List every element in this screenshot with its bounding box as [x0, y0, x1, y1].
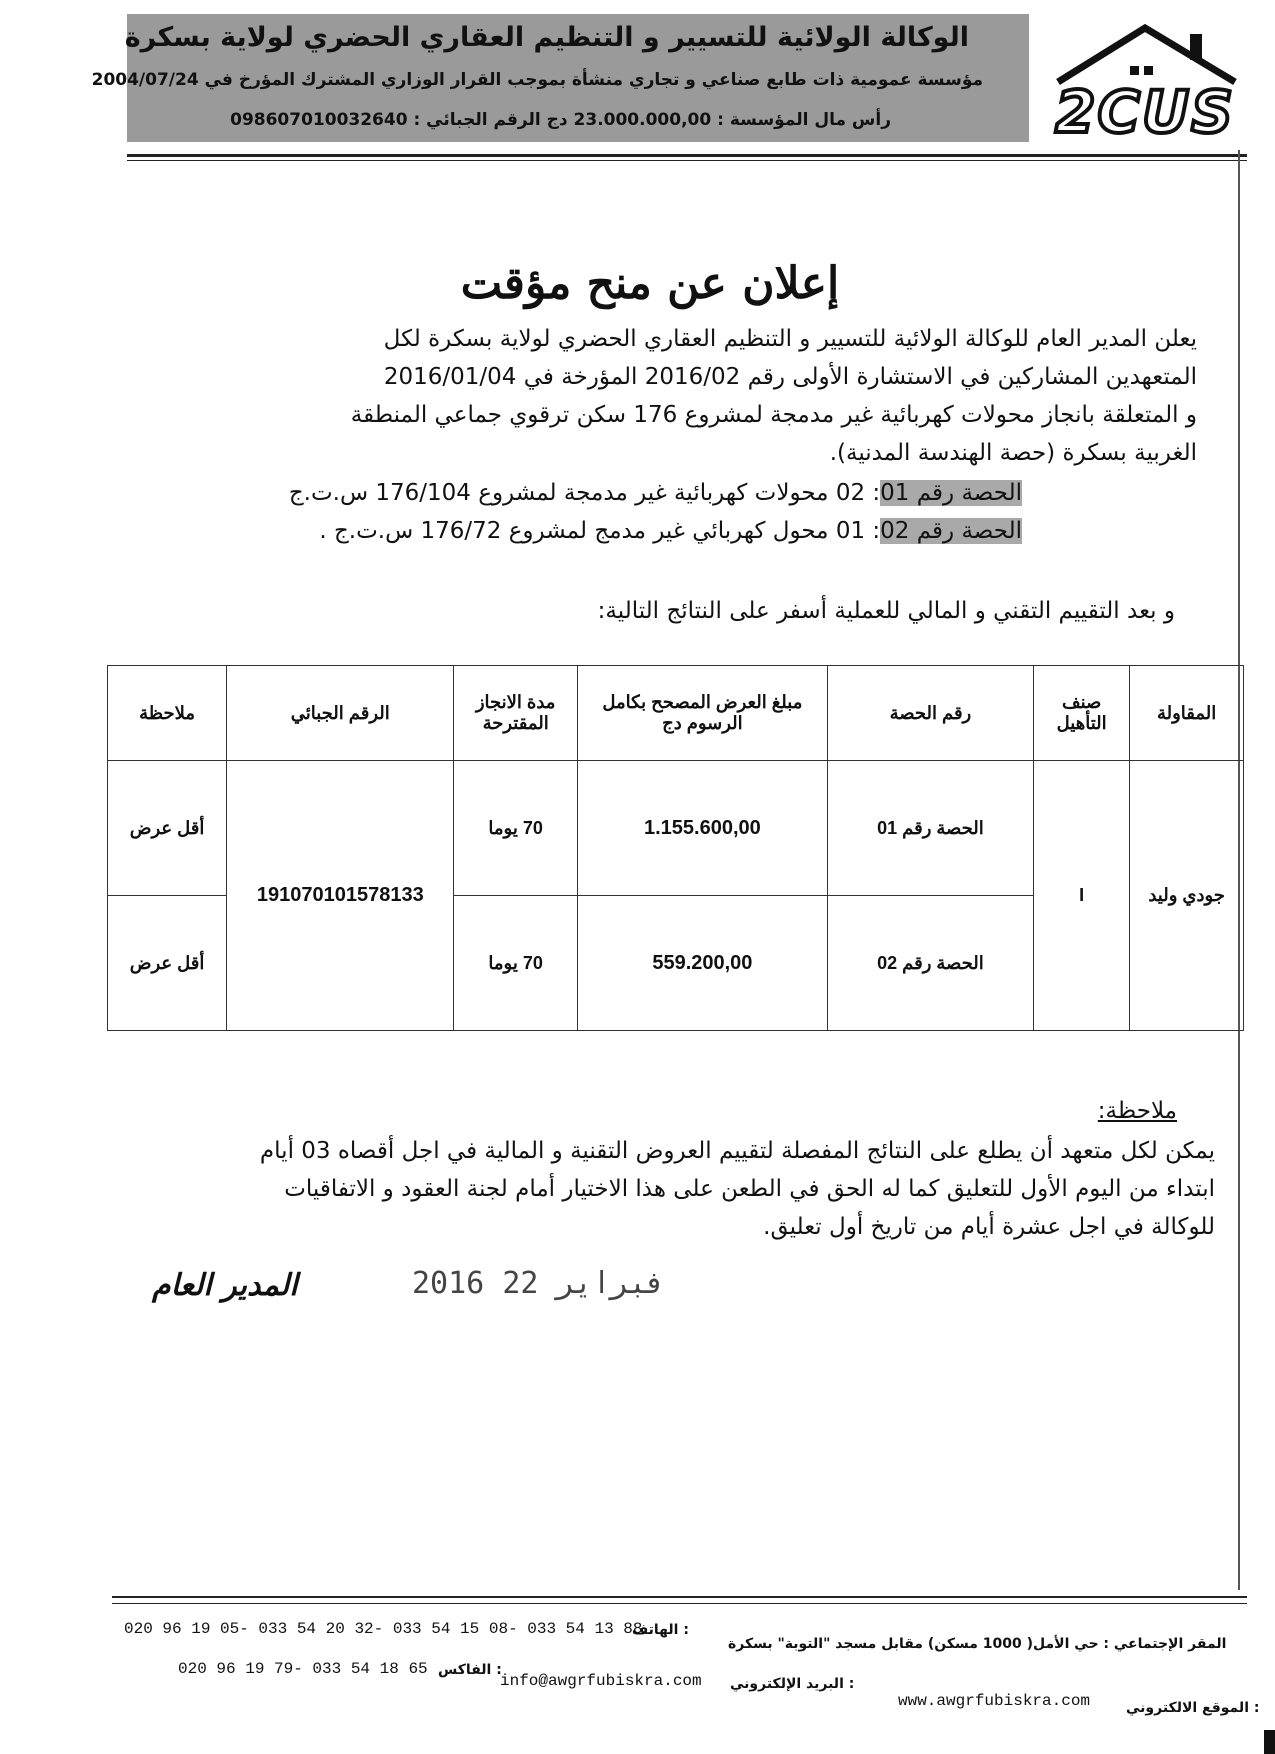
- footer-fax: 020 96 19 79- 033 54 18 65: [178, 1660, 428, 1678]
- note-line-1: يمكن لكل متعهد أن يطلع على النتائج المفصلة لتقييم العروض التقنية و المالية في اجل أقصاه 03 أيام: [259, 1138, 1215, 1164]
- results-intro: و بعد التقييم التقني و المالي للعملية أسفر على النتائج التالية:: [597, 598, 1175, 624]
- footer-divider: [112, 1596, 1247, 1598]
- intro-line-2: المتعهدين المشاركين في الاستشارة الأولى رقم 2016/02 المؤرخة في 2016/01/04: [383, 364, 1197, 390]
- footer-address: المقر الإجتماعي : حي الأمل( 1000 مسكن) مقابل مسجد "التوبة" بسكرة: [728, 1636, 1227, 1652]
- header-amount: مبلغ العرض المصحح بكامل الرسوم دج: [577, 666, 827, 761]
- footer-phone-label: : الهاتف: [632, 1622, 689, 1638]
- lot-1-text: : 02 محولات كهربائية غير مدمجة لمشروع 176/104 س.ت.ج: [288, 480, 881, 506]
- agency-description: مؤسسة عمومية ذات طابع صناعي و تجاري منشأة بموجب القرار الوزاري المشترك المؤرخ في 2004/07/24: [91, 70, 983, 90]
- cell-lot: الحصة رقم 02: [827, 896, 1033, 1031]
- cell-qualification: I: [1034, 761, 1130, 1031]
- header-tax-id: الرقم الجبائي: [227, 666, 454, 761]
- footer-email-label: : البريد الإلكتروني: [730, 1676, 855, 1692]
- footer-website: www.awgrfubiskra.com: [898, 1692, 1091, 1710]
- cell-tax-id: 191070101578133: [227, 761, 454, 1031]
- agency-name: الوكالة الولائية للتسيير و التنظيم العقاري الحضري لولاية بسكرة: [124, 22, 969, 53]
- note-line-2: ابتداء من اليوم الأول للتعليق كما له الحق في الطعن على هذا الاختيار أمام لجنة العقود و الاتفاقيات: [284, 1176, 1215, 1202]
- cell-remark: أقل عرض: [108, 761, 227, 896]
- note-title: ملاحظة:: [1097, 1098, 1177, 1124]
- table-row: [108, 761, 1244, 896]
- results-table: [107, 665, 1244, 1031]
- cell-duration: 70 يوما: [454, 896, 577, 1031]
- signature-title: المدير العام: [152, 1268, 298, 1303]
- footer-email: info@awgrfubiskra.com: [500, 1672, 702, 1690]
- lot-line-2: [2, 514, 1022, 548]
- header-band: [91, 14, 1029, 142]
- lot-line-1: [2, 476, 1022, 510]
- lot-2-label: الحصة رقم 02: [880, 518, 1022, 544]
- lot-1-label: الحصة رقم 01: [880, 480, 1022, 506]
- svg-text:2CUS: 2CUS: [1055, 78, 1235, 146]
- footer-website-label: : الموقع الالكتروني: [1126, 1700, 1260, 1716]
- header-divider: [127, 154, 1247, 157]
- cell-remark: أقل عرض: [108, 896, 227, 1031]
- date-stamp: 2016 فبراير 22: [412, 1266, 665, 1301]
- footer-divider-thin: [112, 1603, 1247, 1604]
- agency-logo: [1040, 20, 1250, 155]
- table-header-row: [108, 666, 1244, 761]
- header-remark: ملاحظة: [108, 666, 227, 761]
- cell-amount: 1.155.600,00: [577, 761, 827, 896]
- header-qualification: صنف التأهيل: [1034, 666, 1130, 761]
- lot-2-text: : 01 محول كهربائي غير مدمج لمشروع 176/72 س.ت.ج .: [319, 518, 881, 544]
- header-divider-thin: [127, 160, 1247, 161]
- intro-line-3: و المتعلقة بانجاز محولات كهربائية غير مدمجة لمشروع 176 سكن ترقوي جماعي المنطقة: [350, 402, 1197, 428]
- document-title: إعلان عن منح مؤقت: [460, 258, 840, 309]
- cell-lot: الحصة رقم 01: [827, 761, 1033, 896]
- agency-capital-line: رأس مال المؤسسة : 23.000.000,00 دج الرقم الجبائي : 098607010032640: [230, 110, 891, 130]
- cell-duration: 70 يوما: [454, 761, 577, 896]
- footer-fax-label: : الفاكس: [438, 1662, 502, 1678]
- footer-phones: 020 96 19 05- 033 54 20 32- 033 54 15 08- 033 54 13 88: [124, 1620, 643, 1638]
- header-lot: رقم الحصة: [827, 666, 1033, 761]
- header-contractor: المقاولة: [1130, 666, 1244, 761]
- intro-line-4: الغربية بسكرة (حصة الهندسة المدنية).: [829, 440, 1197, 466]
- header-duration: مدة الانجاز المقترحة: [454, 666, 577, 761]
- intro-line-1: يعلن المدير العام للوكالة الولائية للتسيير و التنظيم العقاري الحضري لولاية بسكرة لكل: [383, 326, 1197, 352]
- note-line-3: للوكالة في اجل عشرة أيام من تاريخ أول تعليق.: [763, 1214, 1215, 1240]
- cell-contractor: جودي وليد: [1130, 761, 1244, 1031]
- cell-amount: 559.200,00: [577, 896, 827, 1031]
- scan-corner-mark: [1264, 1730, 1275, 1754]
